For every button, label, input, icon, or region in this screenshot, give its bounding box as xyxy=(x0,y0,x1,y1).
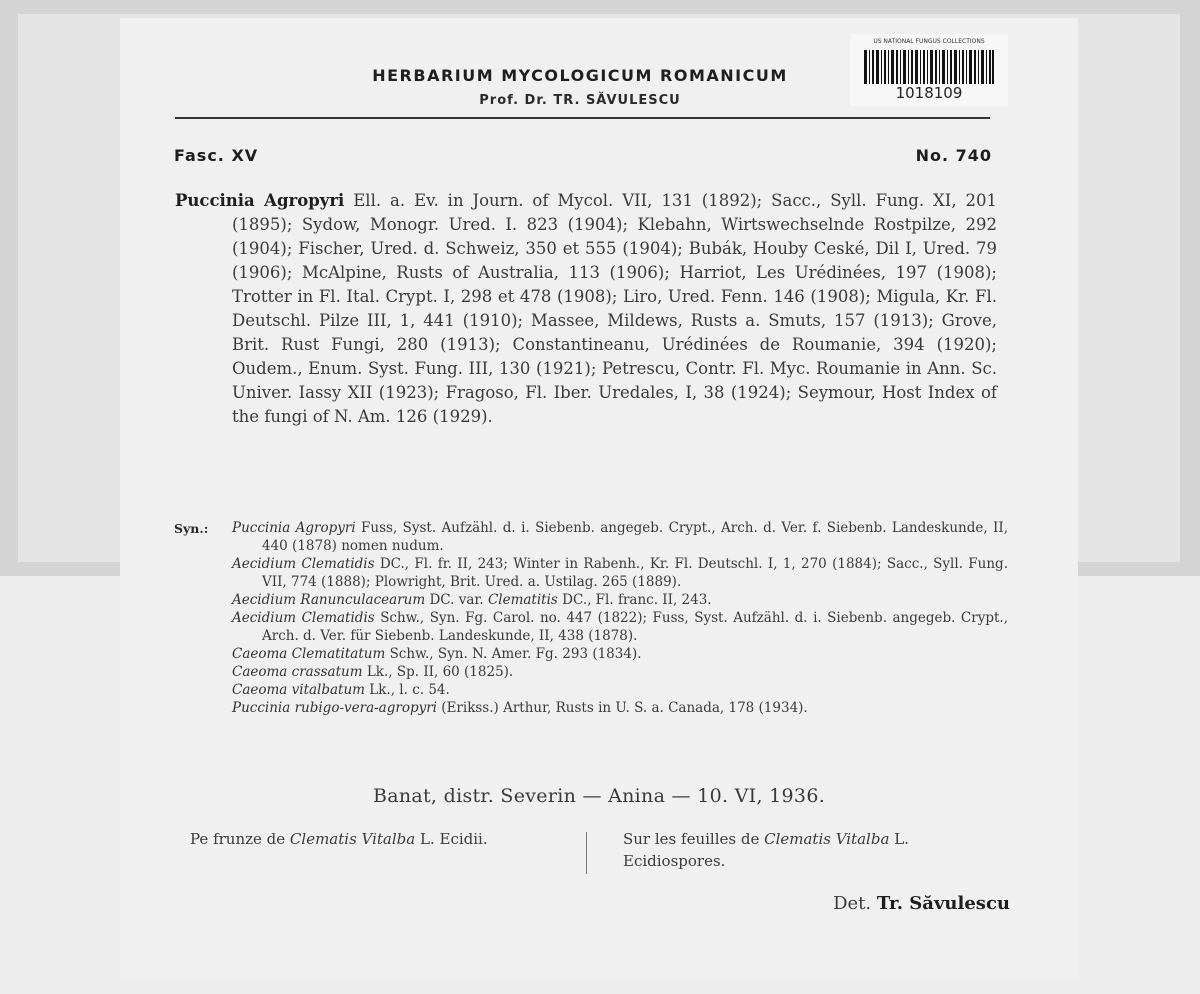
barcode-number: 1018109 xyxy=(895,84,963,102)
species-citation-block xyxy=(175,189,997,429)
host-divider xyxy=(586,832,587,874)
synonym-entry: Caeoma crassatum Lk., Sp. II, 60 (1825). xyxy=(232,664,514,680)
synonym-entry: Puccinia Agropyri Fuss, Syst. Aufzähl. d. i. Siebenb. angegeb. Crypt., Arch. d. Ver. f. Siebenb. Landeskunde, II, 440 (1878) nomen nudum. xyxy=(232,520,1008,554)
barcode-sticker xyxy=(850,34,1008,106)
herbarium-title: HERBARIUM MYCOLOGICUM ROMANICUM xyxy=(372,66,788,85)
synonym-entry: Caeoma vitalbatum Lk., l. c. 54. xyxy=(232,682,450,698)
host-french: Sur les feuilles de Clematis Vitalba L. Ecidiospores. xyxy=(623,830,909,870)
header-rule xyxy=(175,117,990,119)
barcode-caption: US NATIONAL FUNGUS COLLECTIONS xyxy=(873,38,985,45)
collection-locality: Banat, distr. Severin — Anina — 10. VI, 1936. xyxy=(372,785,826,807)
specimen-number: No. 740 xyxy=(915,146,992,165)
synonym-entry: Aecidium Clematidis DC., Fl. fr. II, 243; Winter in Rabenh., Kr. Fl. Deutschl. I, 1, 270 (1884); Sacc., Syll. Fung. VII, 774 (1888); Plowright, Brit. Ured. a. Ustilag. 265 (1889). xyxy=(232,556,1008,590)
species-name: Puccinia Agropyri xyxy=(175,191,345,210)
synonym-entry: Aecidium Clematidis Schw., Syn. Fg. Carol. no. 447 (1822); Fuss, Syst. Aufzähl. d. i. Siebenb. angegeb. Crypt., Arch. d. Ver. für Siebenb. Landeskunde, II, 438 (1878). xyxy=(232,610,1008,644)
barcode-icon xyxy=(864,50,994,84)
synonym-entry: Puccinia rubigo-vera-agropyri (Erikss.) Arthur, Rusts in U. S. a. Canada, 178 (1934). xyxy=(232,700,808,716)
herbarium-subtitle: Prof. Dr. TR. SĂVULESCU xyxy=(479,93,681,108)
fascicle-label: Fasc. XV xyxy=(174,146,259,165)
species-citation: Ell. a. Ev. in Journ. of Mycol. VII, 131 (1892); Sacc., Syll. Fung. XI, 201 (1895); Sydow, Monogr. Ured. I. 823 (1904); Klebahn, Wirtswechselnde Rostpilze, 292 (1904); Fischer, Ured. d. Schweiz, 350 et 555 (1904); Bubák, Houby Ceské, Dil I, Ured. 79 (1906); McAlpine, Rusts of Australia, 113 (1906); Harriot, Les Urédinées, 197 (1908); Trotter in Fl. Ital. Crypt. I, 298 et 478 (1908); Liro, Ured. Fenn. 146 (1908); Migula, Kr. Fl. Deutschl. Pilze III, 1, 441 (1910); Massee, Mildews, Rusts a. Smuts, 157 (1913); Grove, Brit. Rust Fungi, 280 (1913); Constantineanu, Urédinées de Roumanie, 394 (1920); Oudem., Enum. Syst. Fung. III, 130 (1921); Petrescu, Contr. Fl. Myc. Roumanie in Ann. Sc. Univer. Iassy XII (1923); Fragoso, Fl. Iber. Uredales, I, 38 (1924); Seymour, Host Index of the fungi of N. Am. 126 (1929). xyxy=(232,191,998,426)
synonym-entry: Caeoma Clematitatum Schw., Syn. N. Amer. Fg. 293 (1834). xyxy=(232,646,642,662)
determiner: Det. Tr. Săvulescu xyxy=(833,893,1010,914)
synonym-entry: Aecidium Ranunculacearum DC. var. Clematitis DC., Fl. franc. II, 243. xyxy=(232,592,712,608)
synonyms-label: Syn.: xyxy=(174,521,209,536)
synonyms-list xyxy=(232,519,1008,717)
host-romanian: Pe frunze de Clematis Vitalba L. Ecidii. xyxy=(190,830,488,848)
